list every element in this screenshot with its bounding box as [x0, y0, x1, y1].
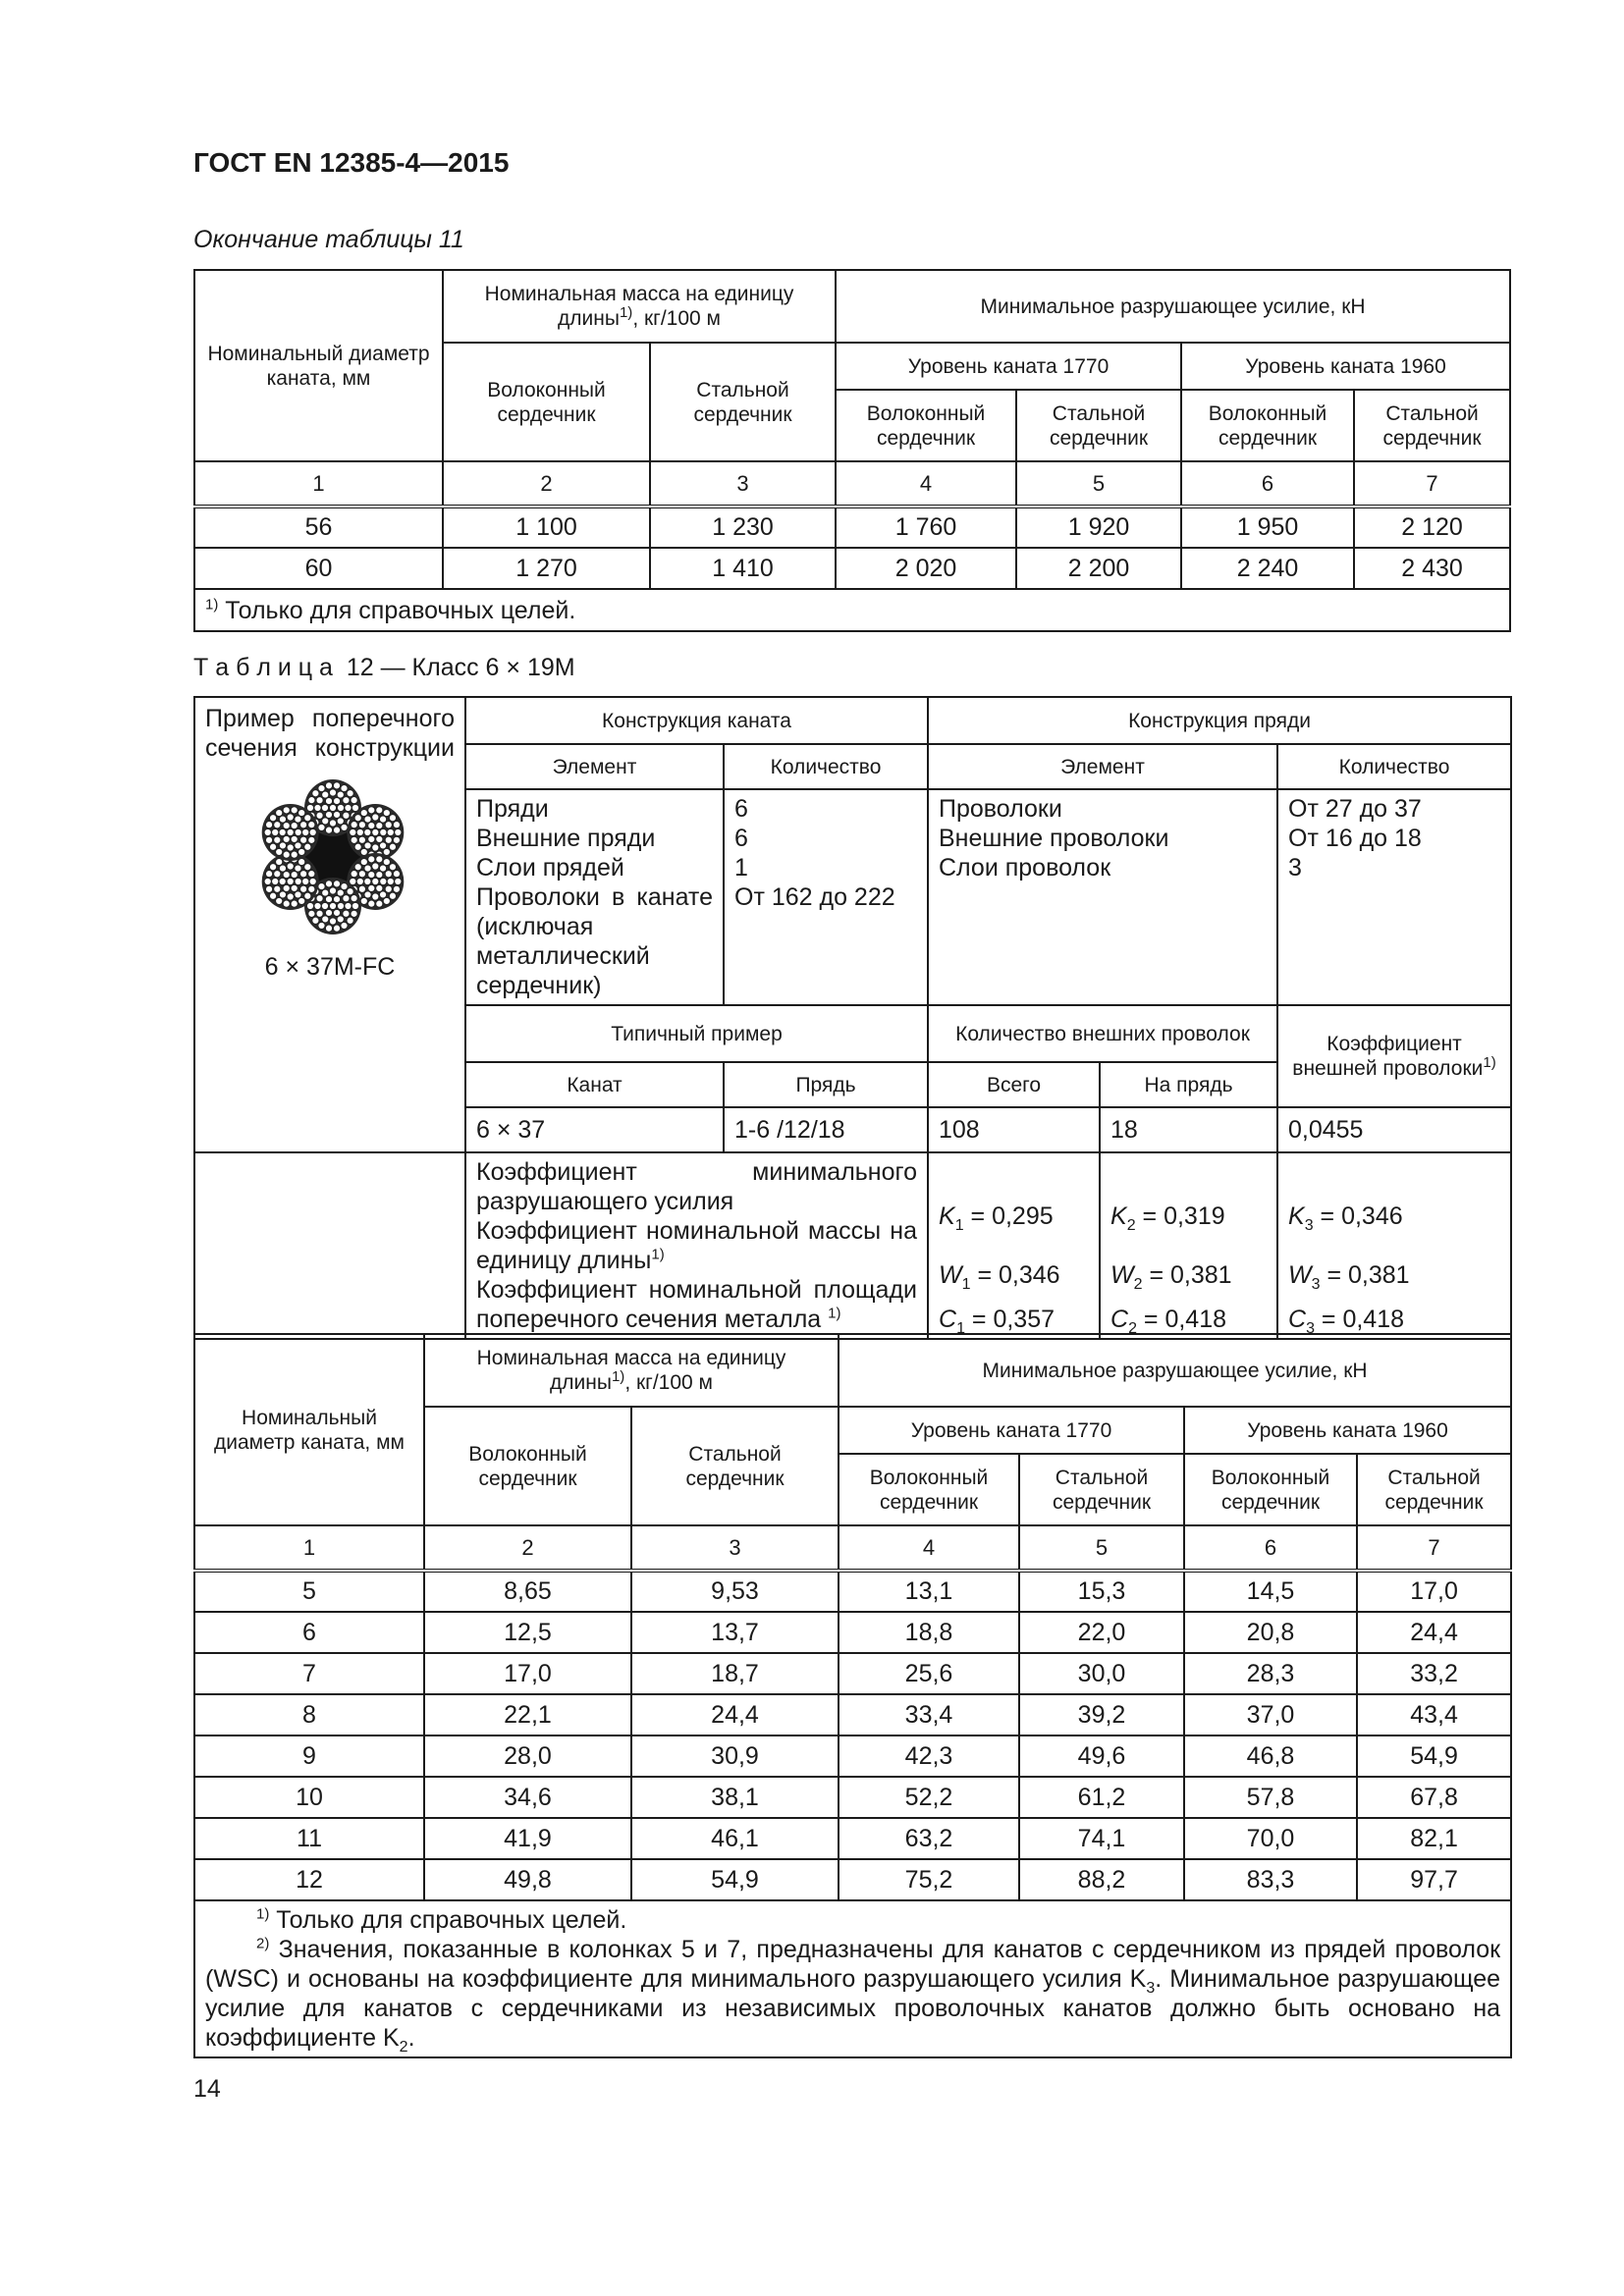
table-row — [194, 1571, 1511, 1612]
cell: 46,1 — [631, 1818, 839, 1859]
table-footnotes — [194, 1900, 1511, 2057]
header-fiber: Волоконный сердечник — [443, 343, 650, 461]
cell: 22,1 — [424, 1694, 631, 1735]
header-fiber: Волоконный сердечник — [836, 390, 1016, 461]
cell: 1 920 — [1016, 507, 1181, 548]
cell: 25,6 — [839, 1653, 1019, 1694]
column-number: 7 — [1354, 461, 1510, 507]
cell: 2 200 — [1016, 548, 1181, 589]
column-number: 3 — [631, 1525, 839, 1571]
header-outer-wire-coefficient: Коэффициент внешней проволоки$^{1)}$ — [1277, 1005, 1511, 1107]
column-number: 3 — [650, 461, 836, 507]
header-element: Элемент — [928, 744, 1277, 789]
cell: 83,3 — [1184, 1859, 1357, 1900]
cell: 11 — [194, 1818, 424, 1859]
cell: 46,8 — [1184, 1735, 1357, 1777]
cell: 20,8 — [1184, 1612, 1357, 1653]
table-12-caption: Т а б л и ц а 12 — Класс 6 × 19M — [193, 654, 575, 681]
table-12-values — [193, 1333, 1512, 2058]
coef-w3: $W_3 = 0,381$ — [1288, 1261, 1410, 1293]
header-force: Минимальное разрушающее усилие, кН — [839, 1334, 1511, 1407]
header-steel: Стальной сердечник — [650, 343, 836, 461]
coefficient-col-1 — [928, 1152, 1100, 1339]
coef-k3: $K_3 = 0,346$ — [1288, 1202, 1403, 1234]
cell: 74,1 — [1019, 1818, 1184, 1859]
cell: 34,6 — [424, 1777, 631, 1818]
cell: 30,0 — [1019, 1653, 1184, 1694]
column-number: 7 — [1357, 1525, 1511, 1571]
coef-c1: $C_1 = 0,357$ — [939, 1306, 1056, 1337]
cell: 88,2 — [1019, 1859, 1184, 1900]
cell: 7 — [194, 1653, 424, 1694]
cell: 38,1 — [631, 1777, 839, 1818]
cell: 33,4 — [839, 1694, 1019, 1735]
example-heading: Пример поперечного сечения конструкции — [205, 705, 455, 762]
header-element: Элемент — [465, 744, 724, 789]
cell: 18,8 — [839, 1612, 1019, 1653]
header-strand: Прядь — [724, 1062, 928, 1107]
rope-strand — [347, 804, 404, 861]
cell: 12,5 — [424, 1612, 631, 1653]
table-row — [194, 548, 1510, 589]
header-fiber: Волоконный сердечник — [1181, 390, 1354, 461]
coef-c3: $C_3 = 0,418$ — [1288, 1306, 1405, 1337]
footnote-1: $^{1)}$ Только для справочных целей. — [256, 1905, 627, 1934]
rope-strand — [262, 804, 319, 861]
cell: 24,4 — [631, 1694, 839, 1735]
header-total: Всего — [928, 1062, 1100, 1107]
header-steel: Стальной сердечник — [1019, 1454, 1184, 1525]
cell: 8,65 — [424, 1571, 631, 1612]
rope-strand — [262, 853, 319, 910]
coef-k1: $K_1 = 0,295$ — [939, 1202, 1054, 1234]
cell: 30,9 — [631, 1735, 839, 1777]
header-outer-wires: Количество внешних проволок — [928, 1005, 1277, 1062]
footnote-2: $^{2)}$ Значения, показанные в колонках 5 и 7, предназначены для канатов с сердечником из прядей проволок (WSC) и основаны на коэффициенте для минимального разрушающего усилия $K_3$. Минимальное разрушающее усилие для канатов с сердечниками из независимых проволочных канатов должно быть основано на коэффициенте $K_2$. — [205, 1935, 1501, 2056]
cell: 1 760 — [836, 507, 1016, 548]
cell: 54,9 — [631, 1859, 839, 1900]
cell: 22,0 — [1019, 1612, 1184, 1653]
strand-elements-list: Проволоки Внешние проволоки Слои проволок — [928, 789, 1277, 1005]
cell: 1 270 — [443, 548, 650, 589]
header-level-1960: Уровень каната 1960 — [1184, 1407, 1511, 1454]
cell: 39,2 — [1019, 1694, 1184, 1735]
table-footnote: $^{1)}$ Только для справочных целей. — [194, 589, 1510, 631]
header-level-1770: Уровень каната 1770 — [839, 1407, 1184, 1454]
cell: 28,0 — [424, 1735, 631, 1777]
cell: 6 — [194, 1612, 424, 1653]
rope-quantity-list: 6 6 1 От 162 до 222 — [724, 789, 928, 1005]
cell: 67,8 — [1357, 1777, 1511, 1818]
cell: 28,3 — [1184, 1653, 1357, 1694]
cell: 43,4 — [1357, 1694, 1511, 1735]
cell: 9 — [194, 1735, 424, 1777]
cell: 75,2 — [839, 1859, 1019, 1900]
cell: 9,53 — [631, 1571, 839, 1612]
table-row — [194, 1612, 1511, 1653]
typical-total: 108 — [928, 1107, 1100, 1152]
header-fiber: Волоконный сердечник — [839, 1454, 1019, 1525]
header-rope: Канат — [465, 1062, 724, 1107]
column-number: 1 — [194, 461, 443, 507]
cell: 24,4 — [1357, 1612, 1511, 1653]
rope-elements-list: Пряди Внешние пряди Слои прядей Проволоки в канате (исключая металлический сердечник) — [465, 789, 724, 1005]
cell: 15,3 — [1019, 1571, 1184, 1612]
header-steel: Стальной сердечник — [1357, 1454, 1511, 1525]
header-mass: Номинальная масса на единицу длины$^{1)}$, кг/100 м — [443, 270, 836, 343]
header-rope-construction: Конструкция каната — [465, 697, 928, 744]
cell: 82,1 — [1357, 1818, 1511, 1859]
cell: 5 — [194, 1571, 424, 1612]
cell: 10 — [194, 1777, 424, 1818]
cell: 2 240 — [1181, 548, 1354, 589]
header-mass: Номинальная масса на единицу длины$^{1)}$, кг/100 м — [424, 1334, 839, 1407]
example-label: 6 × 37M-FC — [264, 953, 396, 981]
header-level-1770: Уровень каната 1770 — [836, 343, 1181, 390]
coef-w1: $W_1 = 0,346$ — [939, 1261, 1060, 1293]
cell: 56 — [194, 507, 443, 548]
cell: 41,9 — [424, 1818, 631, 1859]
column-number: 2 — [443, 461, 650, 507]
cell: 14,5 — [1184, 1571, 1357, 1612]
column-number: 5 — [1019, 1525, 1184, 1571]
coefficient-col-2 — [1100, 1152, 1277, 1339]
header-steel: Стальной сердечник — [631, 1407, 839, 1525]
cell: 1 100 — [443, 507, 650, 548]
cell: 37,0 — [1184, 1694, 1357, 1735]
header-quantity: Количество — [724, 744, 928, 789]
column-number: 6 — [1184, 1525, 1357, 1571]
cell: 17,0 — [1357, 1571, 1511, 1612]
header-diameter: Номинальный диаметр каната, мм — [194, 1334, 424, 1525]
table-row — [194, 1818, 1511, 1859]
cell: 2 020 — [836, 548, 1016, 589]
table-row — [194, 1735, 1511, 1777]
column-number: 2 — [424, 1525, 631, 1571]
cell: 13,7 — [631, 1612, 839, 1653]
cell: 8 — [194, 1694, 424, 1735]
header-fiber: Волоконный сердечник — [1184, 1454, 1357, 1525]
cell: 63,2 — [839, 1818, 1019, 1859]
cell: 97,7 — [1357, 1859, 1511, 1900]
cell: 18,7 — [631, 1653, 839, 1694]
example-cell — [194, 697, 465, 1152]
cell: 1 410 — [650, 548, 836, 589]
cell: 33,2 — [1357, 1653, 1511, 1694]
cell: 49,8 — [424, 1859, 631, 1900]
coef-c2: $C_2 = 0,418$ — [1110, 1306, 1227, 1337]
cell: 12 — [194, 1859, 424, 1900]
column-number: 1 — [194, 1525, 424, 1571]
rope-cross-section-image — [254, 778, 411, 935]
cell: 61,2 — [1019, 1777, 1184, 1818]
header-typical-example: Типичный пример — [465, 1005, 928, 1062]
column-number: 5 — [1016, 461, 1181, 507]
column-number: 6 — [1181, 461, 1354, 507]
cell: 1 950 — [1181, 507, 1354, 548]
typical-strand: 1-6 /12/18 — [724, 1107, 928, 1152]
header-diameter: Номинальный диаметр каната, мм — [194, 270, 443, 461]
cell: 17,0 — [424, 1653, 631, 1694]
cell: 42,3 — [839, 1735, 1019, 1777]
column-number: 4 — [839, 1525, 1019, 1571]
table-11-caption: Окончание таблицы 11 — [193, 226, 464, 253]
cell: 1 230 — [650, 507, 836, 548]
header-strand-construction: Конструкция пряди — [928, 697, 1511, 744]
table-row — [194, 507, 1510, 548]
header-per-strand: На прядь — [1100, 1062, 1277, 1107]
example-cell-continued — [194, 1152, 465, 1339]
header-fiber: Волоконный сердечник — [424, 1407, 631, 1525]
header-force: Минимальное разрушающее усилие, кН — [836, 270, 1510, 343]
table-row — [194, 1653, 1511, 1694]
cell: 2 430 — [1354, 548, 1510, 589]
cell: 13,1 — [839, 1571, 1019, 1612]
typical-rope: 6 × 37 — [465, 1107, 724, 1152]
coefficient-labels: Коэффициент минимального разрушающего усилия Коэффициент номинальной массы на единицу длины$^{1)}$ Коэффициент номинальной площади поперечного сечения металла $^{1)}$ — [465, 1152, 928, 1339]
cell: 57,8 — [1184, 1777, 1357, 1818]
typical-coefficient: 0,0455 — [1277, 1107, 1511, 1152]
coefficient-col-3 — [1277, 1152, 1511, 1339]
coef-k2: $K_2 = 0,319$ — [1110, 1202, 1225, 1234]
table-12-construction — [193, 696, 1512, 1340]
header-quantity: Количество — [1277, 744, 1511, 789]
coef-w2: $W_2 = 0,381$ — [1110, 1261, 1232, 1293]
table-row — [194, 1694, 1511, 1735]
cell: 52,2 — [839, 1777, 1019, 1818]
cell: 2 120 — [1354, 507, 1510, 548]
table-row — [194, 1777, 1511, 1818]
cell: 60 — [194, 548, 443, 589]
cell: 49,6 — [1019, 1735, 1184, 1777]
strand-quantity-list: От 27 до 37 От 16 до 18 3 — [1277, 789, 1511, 1005]
page-number: 14 — [193, 2075, 221, 2103]
table-11 — [193, 269, 1511, 632]
page-title: ГОСТ EN 12385-4—2015 — [193, 147, 510, 178]
header-level-1960: Уровень каната 1960 — [1181, 343, 1510, 390]
header-steel: Стальной сердечник — [1354, 390, 1510, 461]
cell: 54,9 — [1357, 1735, 1511, 1777]
cell: 70,0 — [1184, 1818, 1357, 1859]
column-number: 4 — [836, 461, 1016, 507]
table-row — [194, 1859, 1511, 1900]
typical-per-strand: 18 — [1100, 1107, 1277, 1152]
header-steel: Стальной сердечник — [1016, 390, 1181, 461]
